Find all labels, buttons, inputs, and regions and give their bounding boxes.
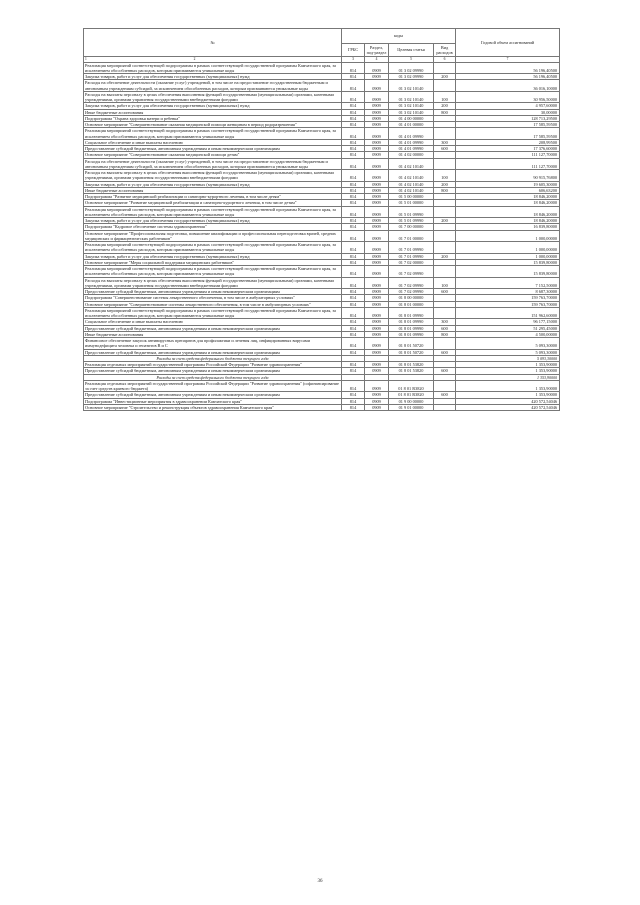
name-cell: Основное мероприятие "Развитие медицинской реабилитации и санаторно-курортного лечения, в том числе детям": [84, 200, 342, 206]
target-cell: 01 4 00 00000: [389, 115, 434, 121]
section-cell: 0909: [365, 331, 389, 337]
table-row: [84, 206, 560, 218]
section-cell: 0909: [365, 74, 389, 80]
target-cell: 01 7 01 09990: [389, 253, 434, 259]
section-cell: 0909: [365, 62, 389, 74]
name-cell: Основное мероприятие "Профессиональная подготовка, повышение квалификации и профессиональная переподготовка врачей, средних медицинских и фармацевтических работников": [84, 230, 342, 242]
target-cell: 01 8 01 50720: [389, 338, 434, 350]
section-cell: 0909: [365, 187, 389, 193]
section-cell: 0909: [365, 224, 389, 230]
grbs-cell: 814: [342, 253, 365, 259]
section-cell: 0909: [365, 289, 389, 295]
note-text: Расходы за счет средств федерального бюджета текущего года: [84, 355, 342, 361]
table-row: [84, 338, 560, 350]
grbs-cell: 814: [342, 200, 365, 206]
type-cell: 600: [434, 368, 456, 374]
amount-cell: 30,00000: [456, 109, 560, 115]
target-cell: 01 7 01 09990: [389, 242, 434, 254]
target-cell: 01 8 01 00000: [389, 301, 434, 307]
target-cell: 01 4 01 09990: [389, 128, 434, 140]
section-cell: 0909: [365, 349, 389, 355]
header-type: Вид расходов: [434, 44, 456, 57]
name-cell: Расходы на выплаты персоналу в целях обеспечения выполнения функций государственными (муниципальными) органами, казенными учреждениями, органами управления государственными внебюджетными фондами: [84, 91, 342, 103]
amount-cell: 19 605,30000: [456, 181, 560, 187]
amount-cell: 111 127,70000: [456, 158, 560, 170]
target-cell: 01 5 01 09990: [389, 206, 434, 218]
grbs-cell: 814: [342, 91, 365, 103]
type-cell: 200: [434, 253, 456, 259]
section-cell: 0909: [365, 115, 389, 121]
type-cell: 800: [434, 331, 456, 337]
section-cell: 0909: [365, 259, 389, 265]
type-cell: [434, 307, 456, 319]
table-row: [84, 307, 560, 319]
amount-cell: 4 500,00000: [456, 331, 560, 337]
section-cell: 0909: [365, 404, 389, 410]
target-cell: 01 3 02 10140: [389, 109, 434, 115]
type-cell: [434, 80, 456, 92]
target-cell: 01 8 01 09990: [389, 307, 434, 319]
grbs-cell: 814: [342, 206, 365, 218]
table-row: [84, 230, 560, 242]
type-cell: 200: [434, 74, 456, 80]
table-row: [84, 91, 560, 103]
target-cell: 01 9 01 00000: [389, 404, 434, 410]
target-cell: 01 8 01 09990: [389, 319, 434, 325]
header-row: [84, 29, 560, 44]
section-cell: 0909: [365, 253, 389, 259]
type-cell: [434, 242, 456, 254]
section-cell: 0909: [365, 325, 389, 331]
name-cell: Реализация мероприятий соответствующей подпрограммы в рамках соответствующей государственной программы Камчатского края, за исключением обособленных расходов, которым присваиваются уникальные коды: [84, 307, 342, 319]
name-cell: Закупка товаров, работ и услуг для обеспечения государственных (муниципальных) нужд: [84, 253, 342, 259]
type-cell: 100: [434, 91, 456, 103]
amount-cell: 5 093,30000: [456, 355, 560, 361]
section-cell: 0909: [365, 181, 389, 187]
grbs-cell: 814: [342, 187, 365, 193]
amount-cell: 128 713,29500: [456, 115, 560, 121]
section-cell: 0909: [365, 128, 389, 140]
col-num-4: 4: [365, 57, 389, 63]
amount-cell: 16 839,80000: [456, 224, 560, 230]
name-cell: Расходы на обеспечение деятельности (оказание услуг) учреждений, в том числе на предоставление государственным бюджетным и автономным учреждениям субсидий, за исключением обособленных расходов, которым присваиваются уникальные коды: [84, 80, 342, 92]
amount-cell: 96 177,15000: [456, 319, 560, 325]
name-cell: Основное мероприятие "Совершенствование оказания медицинской помощи женщинам в период родоразрешения": [84, 122, 342, 128]
section-cell: 0909: [365, 103, 389, 109]
amount-cell: 18 846,20000: [456, 218, 560, 224]
grbs-cell: 814: [342, 242, 365, 254]
grbs-cell: 814: [342, 301, 365, 307]
amount-cell: 420 572,54046: [456, 398, 560, 404]
type-cell: 200: [434, 218, 456, 224]
amount-cell: 159 763,70000: [456, 295, 560, 301]
section-cell: 0909: [365, 230, 389, 242]
type-cell: [434, 158, 456, 170]
type-cell: [434, 404, 456, 410]
name-cell: Основное мероприятие "Строительство и реконструкция объектов здравоохранения Камчатского края": [84, 404, 342, 410]
type-cell: [434, 230, 456, 242]
grbs-cell: 814: [342, 103, 365, 109]
section-cell: 0909: [365, 91, 389, 103]
grbs-cell: 814: [342, 170, 365, 182]
type-cell: 600: [434, 325, 456, 331]
type-cell: [434, 380, 456, 392]
amount-cell: 151 962,60000: [456, 307, 560, 319]
target-cell: 01 7 02 09990: [389, 266, 434, 278]
name-cell: Расходы на выплаты персоналу в целях обеспечения выполнения функций государственными (муниципальными) органами, казенными учреждениями, органами управления государственными внебюджетными фондами: [84, 277, 342, 289]
col-num-2: 2: [193, 57, 196, 61]
target-cell: 01 3 02 10140: [389, 103, 434, 109]
target-cell: 01 3 02 09990: [389, 62, 434, 74]
amount-cell: 1 353,90000: [456, 368, 560, 374]
name-cell: Реализация мероприятий соответствующей подпрограммы в рамках соответствующей государственной программы Камчатского края, за исключением обособленных расходов, которым присваиваются уникальные коды: [84, 206, 342, 218]
section-cell: 0909: [365, 307, 389, 319]
name-cell: Предоставление субсидий бюджетным, автономным учреждениям и иным некоммерческим организациям: [84, 289, 342, 295]
type-cell: 300: [434, 319, 456, 325]
name-cell: Расходы на обеспечение деятельности (оказание услуг) учреждений, в том числе на предоставление государственным бюджетным и автономным учреждениям субсидий, за исключением обособленных расходов, которым присваиваются уникальные коды: [84, 158, 342, 170]
section-cell: 0909: [365, 301, 389, 307]
target-cell: 01 8 01 R3820: [389, 380, 434, 392]
target-cell: 01 3 02 10140: [389, 91, 434, 103]
amount-cell: 56 196,40500: [456, 74, 560, 80]
name-cell: Основное мероприятие "Меры социальной поддержки медицинских работников": [84, 259, 342, 265]
section-cell: 0909: [365, 194, 389, 200]
grbs-cell: 814: [342, 146, 365, 152]
amount-cell: 208,99500: [456, 139, 560, 145]
name-cell: Иные бюджетные ассигнования: [84, 187, 342, 193]
section-cell: 0909: [365, 206, 389, 218]
target-cell: 01 7 02 00000: [389, 259, 434, 265]
type-cell: 600: [434, 349, 456, 355]
section-cell: 0909: [365, 362, 389, 368]
target-cell: 01 8 01 09990: [389, 325, 434, 331]
grbs-cell: 814: [342, 259, 365, 265]
section-cell: 0909: [365, 170, 389, 182]
target-cell: 01 7 00 00000: [389, 224, 434, 230]
table-row: [84, 170, 560, 182]
name-cell: Реализация мероприятий соответствующей подпрограммы в рамках соответствующей государственной программы Камчатского края, за исключением обособленных расходов, которым присваиваются уникальные коды: [84, 128, 342, 140]
target-cell: 01 8 01 R3820: [389, 392, 434, 398]
grbs-cell: 814: [342, 80, 365, 92]
name-cell: Предоставление субсидий бюджетным, автономным учреждениям и иным некоммерческим организациям: [84, 325, 342, 331]
section-cell: 0909: [365, 277, 389, 289]
amount-cell: 420 572,54046: [456, 404, 560, 410]
amount-cell: 1 000,00000: [456, 242, 560, 254]
section-cell: 0909: [365, 368, 389, 374]
grbs-cell: 814: [342, 62, 365, 74]
amount-cell: 36 016,10000: [456, 80, 560, 92]
grbs-cell: 814: [342, 338, 365, 350]
section-cell: 0909: [365, 295, 389, 301]
target-cell: 01 5 00 00000: [389, 194, 434, 200]
amount-cell: 56 196,40500: [456, 62, 560, 74]
name-cell: Предоставление субсидий бюджетным, автономным учреждениям и иным некоммерческим организациям: [84, 392, 342, 398]
name-cell: Предоставление субсидий бюджетным, автономным учреждениям и иным некоммерческим организациям: [84, 368, 342, 374]
target-cell: 01 7 01 00000: [389, 230, 434, 242]
target-cell: 01 8 01 53820: [389, 362, 434, 368]
section-cell: 0909: [365, 242, 389, 254]
grbs-cell: 814: [342, 307, 365, 319]
section-cell: 0909: [365, 319, 389, 325]
section-cell: 0909: [365, 152, 389, 158]
section-cell: 0909: [365, 398, 389, 404]
table-row: [84, 80, 560, 92]
target-cell: 01 4 02 10140: [389, 158, 434, 170]
table-row: [84, 266, 560, 278]
grbs-cell: 814: [342, 218, 365, 224]
name-cell: Закупка товаров, работ и услуг для обеспечения государственных (муниципальных) нужд: [84, 74, 342, 80]
name-cell: Финансовое обеспечение закупок антивирусных препаратов для профилактики и лечения лиц, инфицированных вирусами иммунодефицита человека и гепатитов В и С: [84, 338, 342, 350]
name-cell: Подпрограмма "Охрана здоровья матери и ребенка": [84, 115, 342, 121]
name-cell: Закупка товаров, работ и услуг для обеспечения государственных (муниципальных) нужд: [84, 181, 342, 187]
target-cell: 01 3 02 09990: [389, 74, 434, 80]
table-row: [84, 158, 560, 170]
col-num-7: 7: [456, 57, 560, 63]
type-cell: 800: [434, 109, 456, 115]
name-cell: Основное мероприятие "Совершенствование оказания медицинской помощи детям": [84, 152, 342, 158]
grbs-cell: 814: [342, 404, 365, 410]
section-cell: 0909: [365, 158, 389, 170]
header-target: Целевая статья: [389, 44, 434, 57]
table-row: [84, 277, 560, 289]
type-cell: [434, 206, 456, 218]
amount-cell: 7 152,50000: [456, 277, 560, 289]
amount-cell: 111 127,70000: [456, 152, 560, 158]
amount-cell: 1 000,00000: [456, 230, 560, 242]
page-number: 36: [317, 879, 323, 884]
table-row: [84, 128, 560, 140]
section-cell: 0909: [365, 122, 389, 128]
amount-cell: 51 295,45000: [456, 325, 560, 331]
type-cell: 300: [434, 139, 456, 145]
grbs-cell: 814: [342, 289, 365, 295]
name-cell: Реализация мероприятий соответствующей подпрограммы в рамках соответствующей государственной программы Камчатского края, за исключением обособленных расходов, которым присваиваются уникальные коды: [84, 266, 342, 278]
amount-cell: 30 956,50000: [456, 91, 560, 103]
type-cell: [434, 62, 456, 74]
section-cell: 0909: [365, 139, 389, 145]
type-cell: 200: [434, 103, 456, 109]
grbs-cell: 814: [342, 194, 365, 200]
type-cell: [434, 266, 456, 278]
target-cell: 01 5 01 00000: [389, 200, 434, 206]
name-cell: Реализация мероприятий соответствующей подпрограммы в рамках соответствующей государственной программы Камчатского края, за исключением обособленных расходов, которым присваиваются уникальные коды: [84, 62, 342, 74]
section-cell: 0909: [365, 266, 389, 278]
section-cell: 0909: [365, 338, 389, 350]
target-cell: 01 8 00 00000: [389, 295, 434, 301]
section-cell: 0909: [365, 218, 389, 224]
amount-cell: 18 846,20000: [456, 194, 560, 200]
budget-table: [83, 28, 560, 411]
col-num-5: 5: [389, 57, 434, 63]
target-cell: 01 4 02 10140: [389, 187, 434, 193]
table-row: [84, 404, 560, 410]
grbs-cell: 814: [342, 181, 365, 187]
grbs-cell: 814: [342, 325, 365, 331]
amount-cell: 15 839,80000: [456, 266, 560, 278]
name-cell: Закупка товаров, работ и услуг для обеспечения государственных (муниципальных) нужд: [84, 218, 342, 224]
section-cell: 0909: [365, 80, 389, 92]
grbs-cell: 814: [342, 74, 365, 80]
name-cell: Подпрограмма "Развитие медицинской реабилитации и санаторно-курортного лечения, в том числе детям": [84, 194, 342, 200]
amount-cell: 4 957,60000: [456, 103, 560, 109]
section-cell: 0909: [365, 392, 389, 398]
grbs-cell: 814: [342, 277, 365, 289]
header-grbs: ГРБС: [342, 44, 365, 57]
section-cell: 0909: [365, 380, 389, 392]
target-cell: 01 3 02 10140: [389, 80, 434, 92]
section-cell: 0909: [365, 146, 389, 152]
amount-cell: 5 093,30000: [456, 338, 560, 350]
target-cell: 01 4 01 00000: [389, 122, 434, 128]
header-codes: коды: [342, 29, 456, 44]
amount-cell: 1 353,90000: [456, 380, 560, 392]
grbs-cell: 814: [342, 368, 365, 374]
target-cell: 01 8 01 53820: [389, 368, 434, 374]
name-cell: Основное мероприятие "Совершенствование системы лекарственного обеспечения, в том числе в амбулаторных условиях": [84, 301, 342, 307]
name-cell: Иные бюджетные ассигнования: [84, 331, 342, 337]
amount-cell: 1 000,00000: [456, 253, 560, 259]
amount-cell: 1 353,90000: [456, 362, 560, 368]
col-num-1: 1: [85, 57, 87, 61]
grbs-cell: 814: [342, 230, 365, 242]
type-cell: 800: [434, 187, 456, 193]
grbs-cell: 814: [342, 349, 365, 355]
target-cell: 01 7 02 09990: [389, 289, 434, 295]
target-cell: 01 4 01 09990: [389, 146, 434, 152]
grbs-cell: 814: [342, 152, 365, 158]
table-row: [84, 242, 560, 254]
amount-cell: 90 915,76800: [456, 170, 560, 182]
amount-cell: 159 763,70000: [456, 301, 560, 307]
grbs-cell: 814: [342, 158, 365, 170]
target-cell: 01 7 02 09990: [389, 277, 434, 289]
type-cell: [434, 128, 456, 140]
grbs-cell: 814: [342, 122, 365, 128]
name-cell: Социальное обеспечение и иные выплаты населению: [84, 319, 342, 325]
type-cell: 600: [434, 289, 456, 295]
name-cell: Реализация мероприятий соответствующей подпрограммы в рамках соответствующей государственной программы Камчатского края, за исключением обособленных расходов, которым присваиваются уникальные коды: [84, 242, 342, 254]
type-cell: 100: [434, 170, 456, 182]
type-cell: 600: [434, 146, 456, 152]
target-cell: 01 4 02 10140: [389, 181, 434, 187]
amount-cell: 15 839,80000: [456, 259, 560, 265]
type-cell: 100: [434, 277, 456, 289]
amount-cell: 18 846,20000: [456, 206, 560, 218]
grbs-cell: 814: [342, 139, 365, 145]
amount-cell: 17 585,59500: [456, 128, 560, 140]
amount-cell: 8 687,30000: [456, 289, 560, 295]
target-cell: 01 4 02 00000: [389, 152, 434, 158]
name-cell: Реализация отдельных мероприятий государственной программы Российской Федерации "Развитие здравоохранения": [84, 362, 342, 368]
col-num-6: 6: [434, 57, 456, 63]
amount-cell: 1 353,90000: [456, 374, 560, 380]
name-cell: Расходы на выплаты персоналу в целях обеспечения выполнения функций государственными (муниципальными) органами, казенными учреждениями, органами управления государственными внебюджетными фондами: [84, 170, 342, 182]
name-cell: Реализация отдельных мероприятий государственной программы Российской Федерации "Развитие здравоохранения" (софинансирование за счет средств краевого бюджета): [84, 380, 342, 392]
amount-cell: 18 846,20000: [456, 200, 560, 206]
grbs-cell: 814: [342, 319, 365, 325]
header-num: №: [84, 29, 342, 57]
section-cell: 0909: [365, 200, 389, 206]
target-cell: 01 8 01 09990: [389, 331, 434, 337]
target-cell: 01 4 02 10140: [389, 170, 434, 182]
header-section: Раздел, под-раздел: [365, 44, 389, 57]
grbs-cell: 814: [342, 295, 365, 301]
grbs-cell: 814: [342, 362, 365, 368]
type-cell: 200: [434, 181, 456, 187]
amount-cell: 17 585,59500: [456, 122, 560, 128]
amount-cell: 5 093,30000: [456, 349, 560, 355]
target-cell: 01 9 00 00000: [389, 398, 434, 404]
section-cell: 0909: [365, 109, 389, 115]
name-cell: Предоставление субсидий бюджетным, автономным учреждениям и иным некоммерческим организациям: [84, 146, 342, 152]
type-cell: 600: [434, 392, 456, 398]
note-text: Расходы за счет средств федерального бюджета текущего года: [84, 374, 342, 380]
grbs-cell: 814: [342, 331, 365, 337]
target-cell: 01 8 01 50720: [389, 349, 434, 355]
target-cell: 01 4 01 09990: [389, 139, 434, 145]
name-cell: Социальное обеспечение и иные выплаты населению: [84, 139, 342, 145]
amount-cell: 606,63200: [456, 187, 560, 193]
name-cell: Подпрограмма "Инвестиционные мероприятия в здравоохранении Камчатского края": [84, 398, 342, 404]
table-row: [84, 380, 560, 392]
name-cell: Закупка товаров, работ и услуг для обеспечения государственных (муниципальных) нужд: [84, 103, 342, 109]
name-cell: Подпрограмма "Совершенствование системы лекарственного обеспечения, в том числе в амбулаторных условиях": [84, 295, 342, 301]
grbs-cell: 814: [342, 266, 365, 278]
header-amount: Годовой объем ассигнований: [456, 29, 560, 57]
name-cell: Иные бюджетные ассигнования: [84, 109, 342, 115]
grbs-cell: 814: [342, 224, 365, 230]
amount-cell: 1 353,90000: [456, 392, 560, 398]
name-cell: Подпрограмма "Кадровое обеспечение системы здравоохранения": [84, 224, 342, 230]
grbs-cell: 814: [342, 128, 365, 140]
grbs-cell: 814: [342, 109, 365, 115]
name-cell: Предоставление субсидий бюджетным, автономным учреждениям и иным некоммерческим организациям: [84, 349, 342, 355]
grbs-cell: 814: [342, 115, 365, 121]
table-row: [84, 62, 560, 74]
target-cell: 01 5 01 09990: [389, 218, 434, 224]
amount-cell: 17 376,60000: [456, 146, 560, 152]
col-num-3: 3: [342, 57, 365, 63]
grbs-cell: 814: [342, 380, 365, 392]
budget-document: [83, 28, 559, 411]
grbs-cell: 814: [342, 392, 365, 398]
grbs-cell: 814: [342, 398, 365, 404]
type-cell: [434, 338, 456, 350]
